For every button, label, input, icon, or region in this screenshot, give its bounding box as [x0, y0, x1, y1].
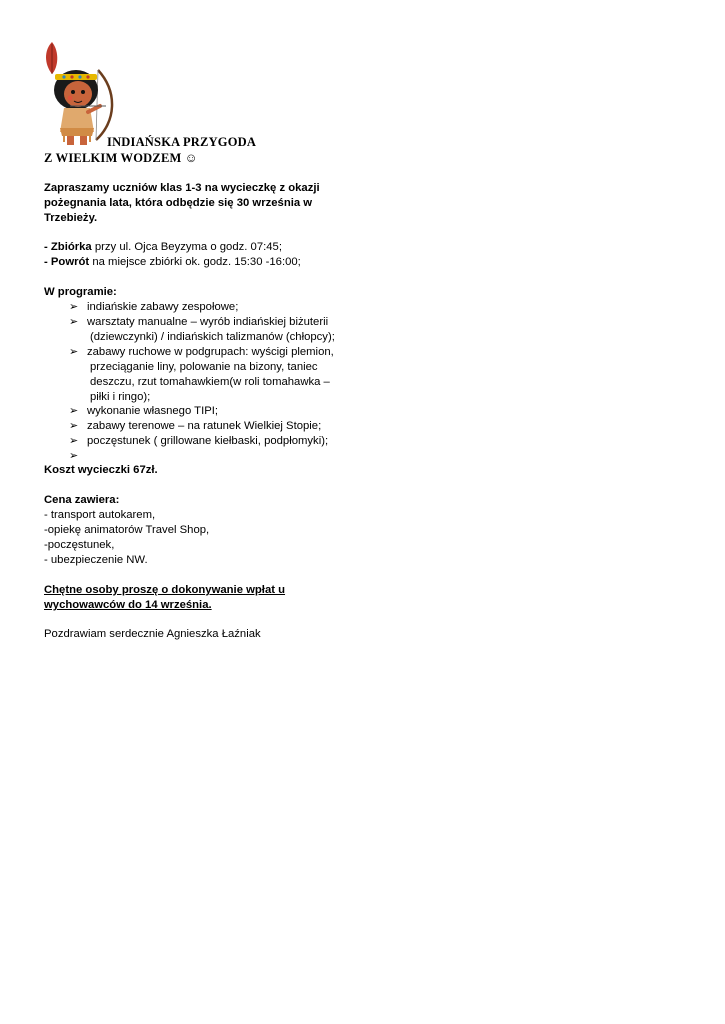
program-item: zabawy terenowe – na ratunek Wielkiej Stopie;	[87, 420, 322, 432]
intro-line2: pożegnania lata, która odbędzie się 30 września w	[44, 197, 313, 209]
document-title-line2: Z WIELKIM WODZEM ☺	[44, 151, 198, 165]
gathering-label: - Zbiórka	[44, 241, 92, 253]
price-includes-item: -poczęstunek,	[44, 539, 115, 551]
program-heading: W programie:	[44, 286, 117, 298]
intro-line1: Zapraszamy uczniów klas 1-3 na wycieczkę z okazji	[44, 182, 320, 194]
program-item-continuation: piłki i ringo);	[90, 391, 151, 403]
bullet-arrow-icon: ➢	[69, 301, 79, 313]
payment-note-line1: Chętne osoby proszę o dokonywanie wpłat u	[44, 584, 286, 596]
bullet-arrow-icon: ➢	[69, 420, 79, 432]
gathering-text: przy ul. Ojca Beyzyma o godz. 07:45;	[91, 241, 282, 253]
bullet-arrow-icon: ➢	[69, 346, 79, 358]
price-includes-item: -opiekę animatorów Travel Shop,	[44, 524, 210, 536]
return-label: - Powrót	[44, 256, 90, 268]
bullet-arrow-icon: ➢	[69, 450, 79, 462]
bullet-arrow-icon: ➢	[69, 316, 79, 328]
return-line	[44, 255, 301, 270]
bullet-arrow-icon: ➢	[69, 405, 79, 417]
trip-cost: Koszt wycieczki 67zł.	[44, 464, 158, 476]
program-item: wykonanie własnego TIPI;	[87, 405, 219, 417]
program-item: warsztaty manualne – wyrób indiańskiej biżuterii	[87, 316, 329, 328]
bullet-arrow-icon: ➢	[69, 435, 79, 447]
program-item: zabawy ruchowe w podgrupach: wyścigi plemion,	[87, 346, 334, 358]
payment-note-line2: wychowawców do 14 września.	[44, 599, 212, 611]
indian-child-with-bow-icon	[40, 40, 114, 146]
program-item: poczęstunek ( grillowane kiełbaski, podpłomyki);	[87, 435, 329, 447]
gathering-line	[44, 240, 282, 255]
program-item-continuation: przeciąganie liny, polowanie na bizony, taniec	[90, 361, 318, 373]
program-item-continuation: (dziewczynki) / indiańskich talizmanów (chłopcy);	[90, 331, 335, 343]
intro-line3: Trzebieży.	[44, 212, 98, 224]
document-title-line1: INDIAŃSKA PRZYGODA	[107, 135, 257, 149]
price-includes-item: - transport autokarem,	[44, 509, 156, 521]
program-item-continuation: deszczu, rzut tomahawkiem(w roli tomahawka –	[90, 376, 330, 388]
program-item: indiańskie zabawy zespołowe;	[87, 301, 239, 313]
signature: Pozdrawiam serdecznie Agnieszka Łaźniak	[44, 628, 261, 640]
return-text: na miejsce zbiórki ok. godz. 15:30 -16:00;	[89, 256, 301, 268]
price-includes-item: - ubezpieczenie NW.	[44, 554, 148, 566]
price-includes-heading: Cena zawiera:	[44, 494, 120, 506]
